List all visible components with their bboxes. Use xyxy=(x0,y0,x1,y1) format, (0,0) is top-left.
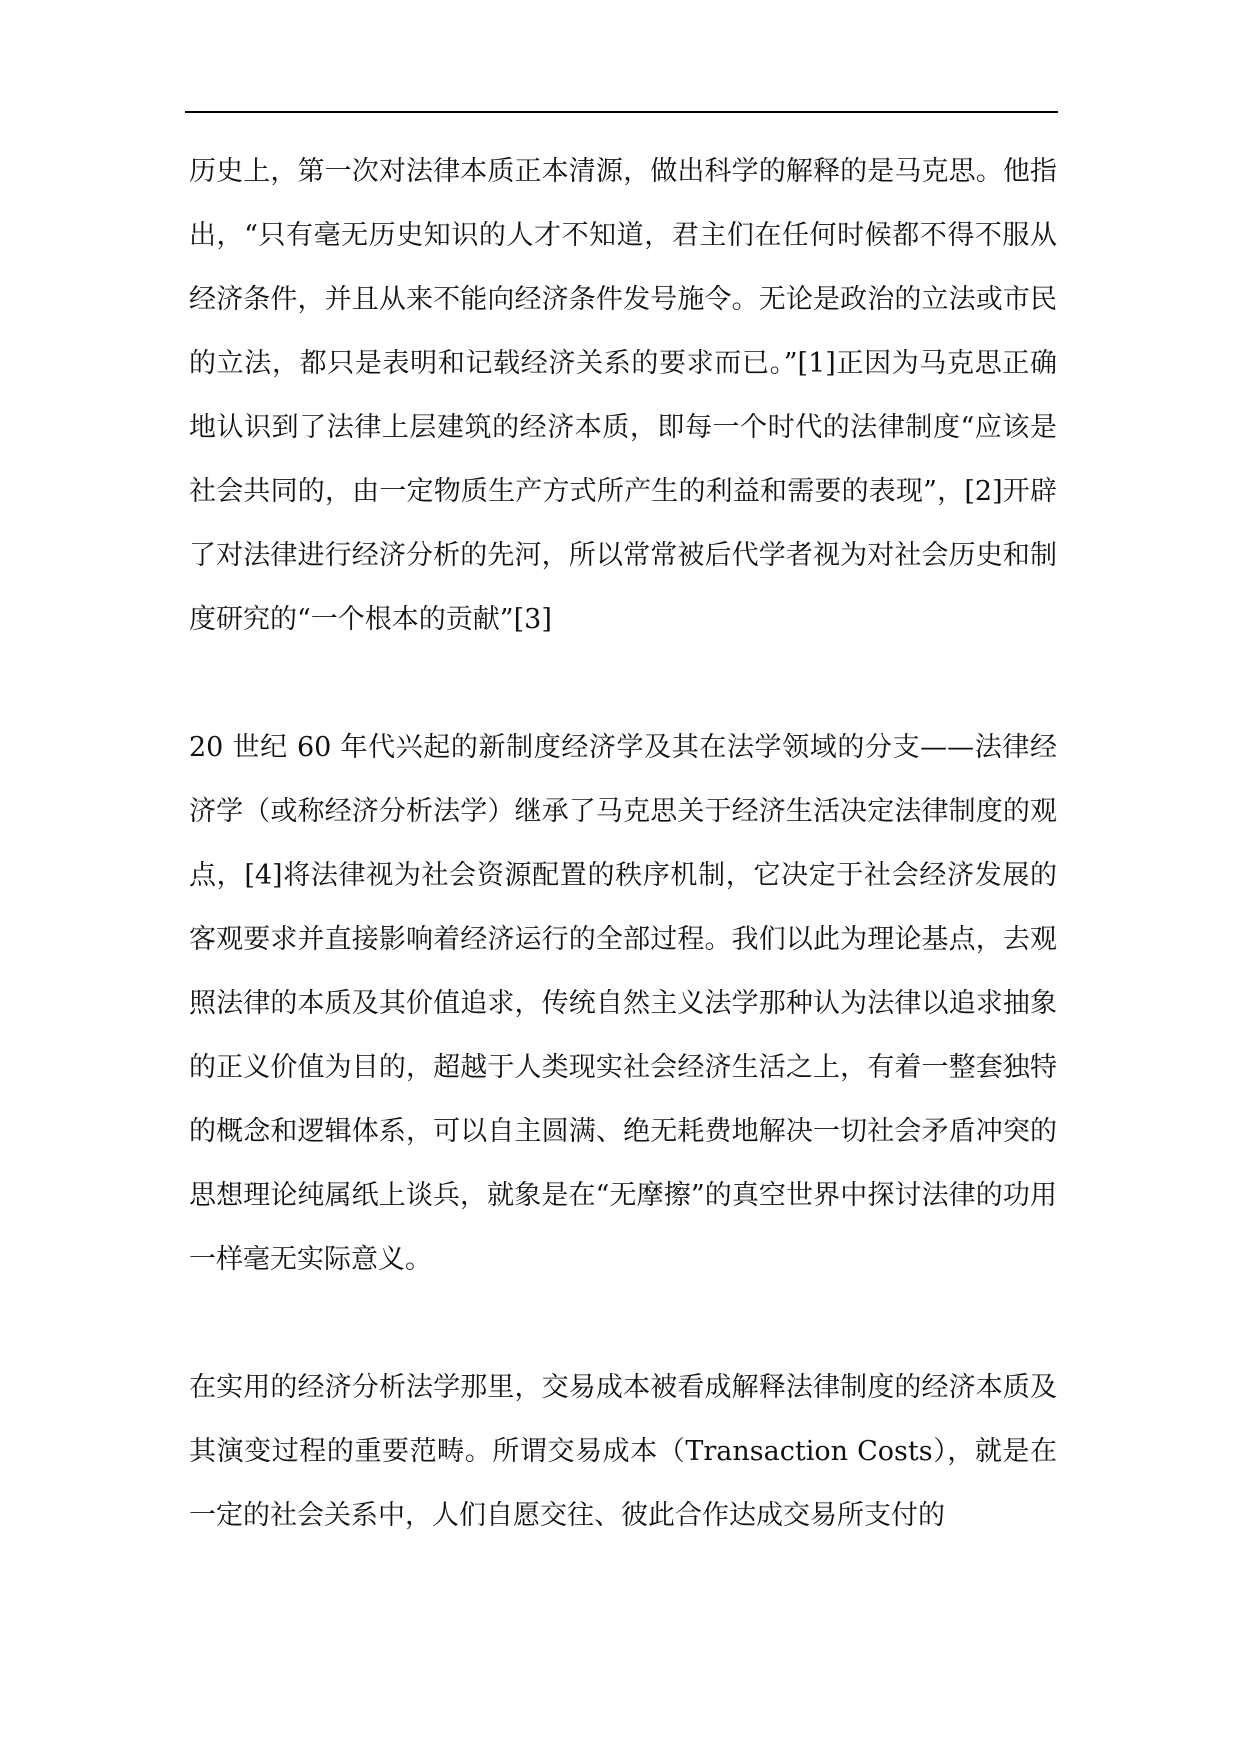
paragraph-transaction-costs: 在实用的经济分析法学那里，交易成本被看成解释法律制度的经济本质及其演变过程的重要范畴。所谓交易成本（Transaction Costs），就是在一定的社会关系中，人们自愿交往、彼此合作达成交易所支付的 xyxy=(189,1372,1057,1531)
paragraph-law-economics: 20 世纪 60 年代兴起的新制度经济学及其在法学领域的分支——法律经济学（或称经济分析法学）继承了马克思关于经济生活决定法律制度的观点，[4]将法律视为社会资源配置的秩序机制，它决定于社会经济发展的客观要求并直接影响着经济运行的全部过程。我们以此为理论基点，去观照法律的本质及其价值追求，传统自然主义法学那种认为法律以追求抽象的正义价值为目的，超越于人类现实社会经济生活之上，有着一整套独特的概念和逻辑体系，可以自主圆满、绝无耗费地解决一切社会矛盾冲突的思想理论纯属纸上谈兵，就象是在“无摩擦”的真空世界中探讨法律的功用一样毫无实际意义。 xyxy=(189,732,1057,1275)
header-rule xyxy=(185,111,1058,113)
paragraph-marx-essence: 历史上，第一次对法律本质正本清源，做出科学的解释的是马克思。他指出，“只有毫无历史知识的人才不知道，君主们在任何时候都不得不服从经济条件，并且从来不能向经济条件发号施令。无论是政治的立法或市民的立法，都只是表明和记载经济关系的要求而已。”[1]正因为马克思正确地认识到了法律上层建筑的经济本质，即每一个时代的法律制度“应该是社会共同的，由一定物质生产方式所产生的利益和需要的表现”，[2]开辟了对法律进行经济分析的先河，所以常常被后代学者视为对社会历史和制度研究的“一个根本的贡献”[3] xyxy=(189,156,1057,635)
document-body xyxy=(189,140,1057,1548)
